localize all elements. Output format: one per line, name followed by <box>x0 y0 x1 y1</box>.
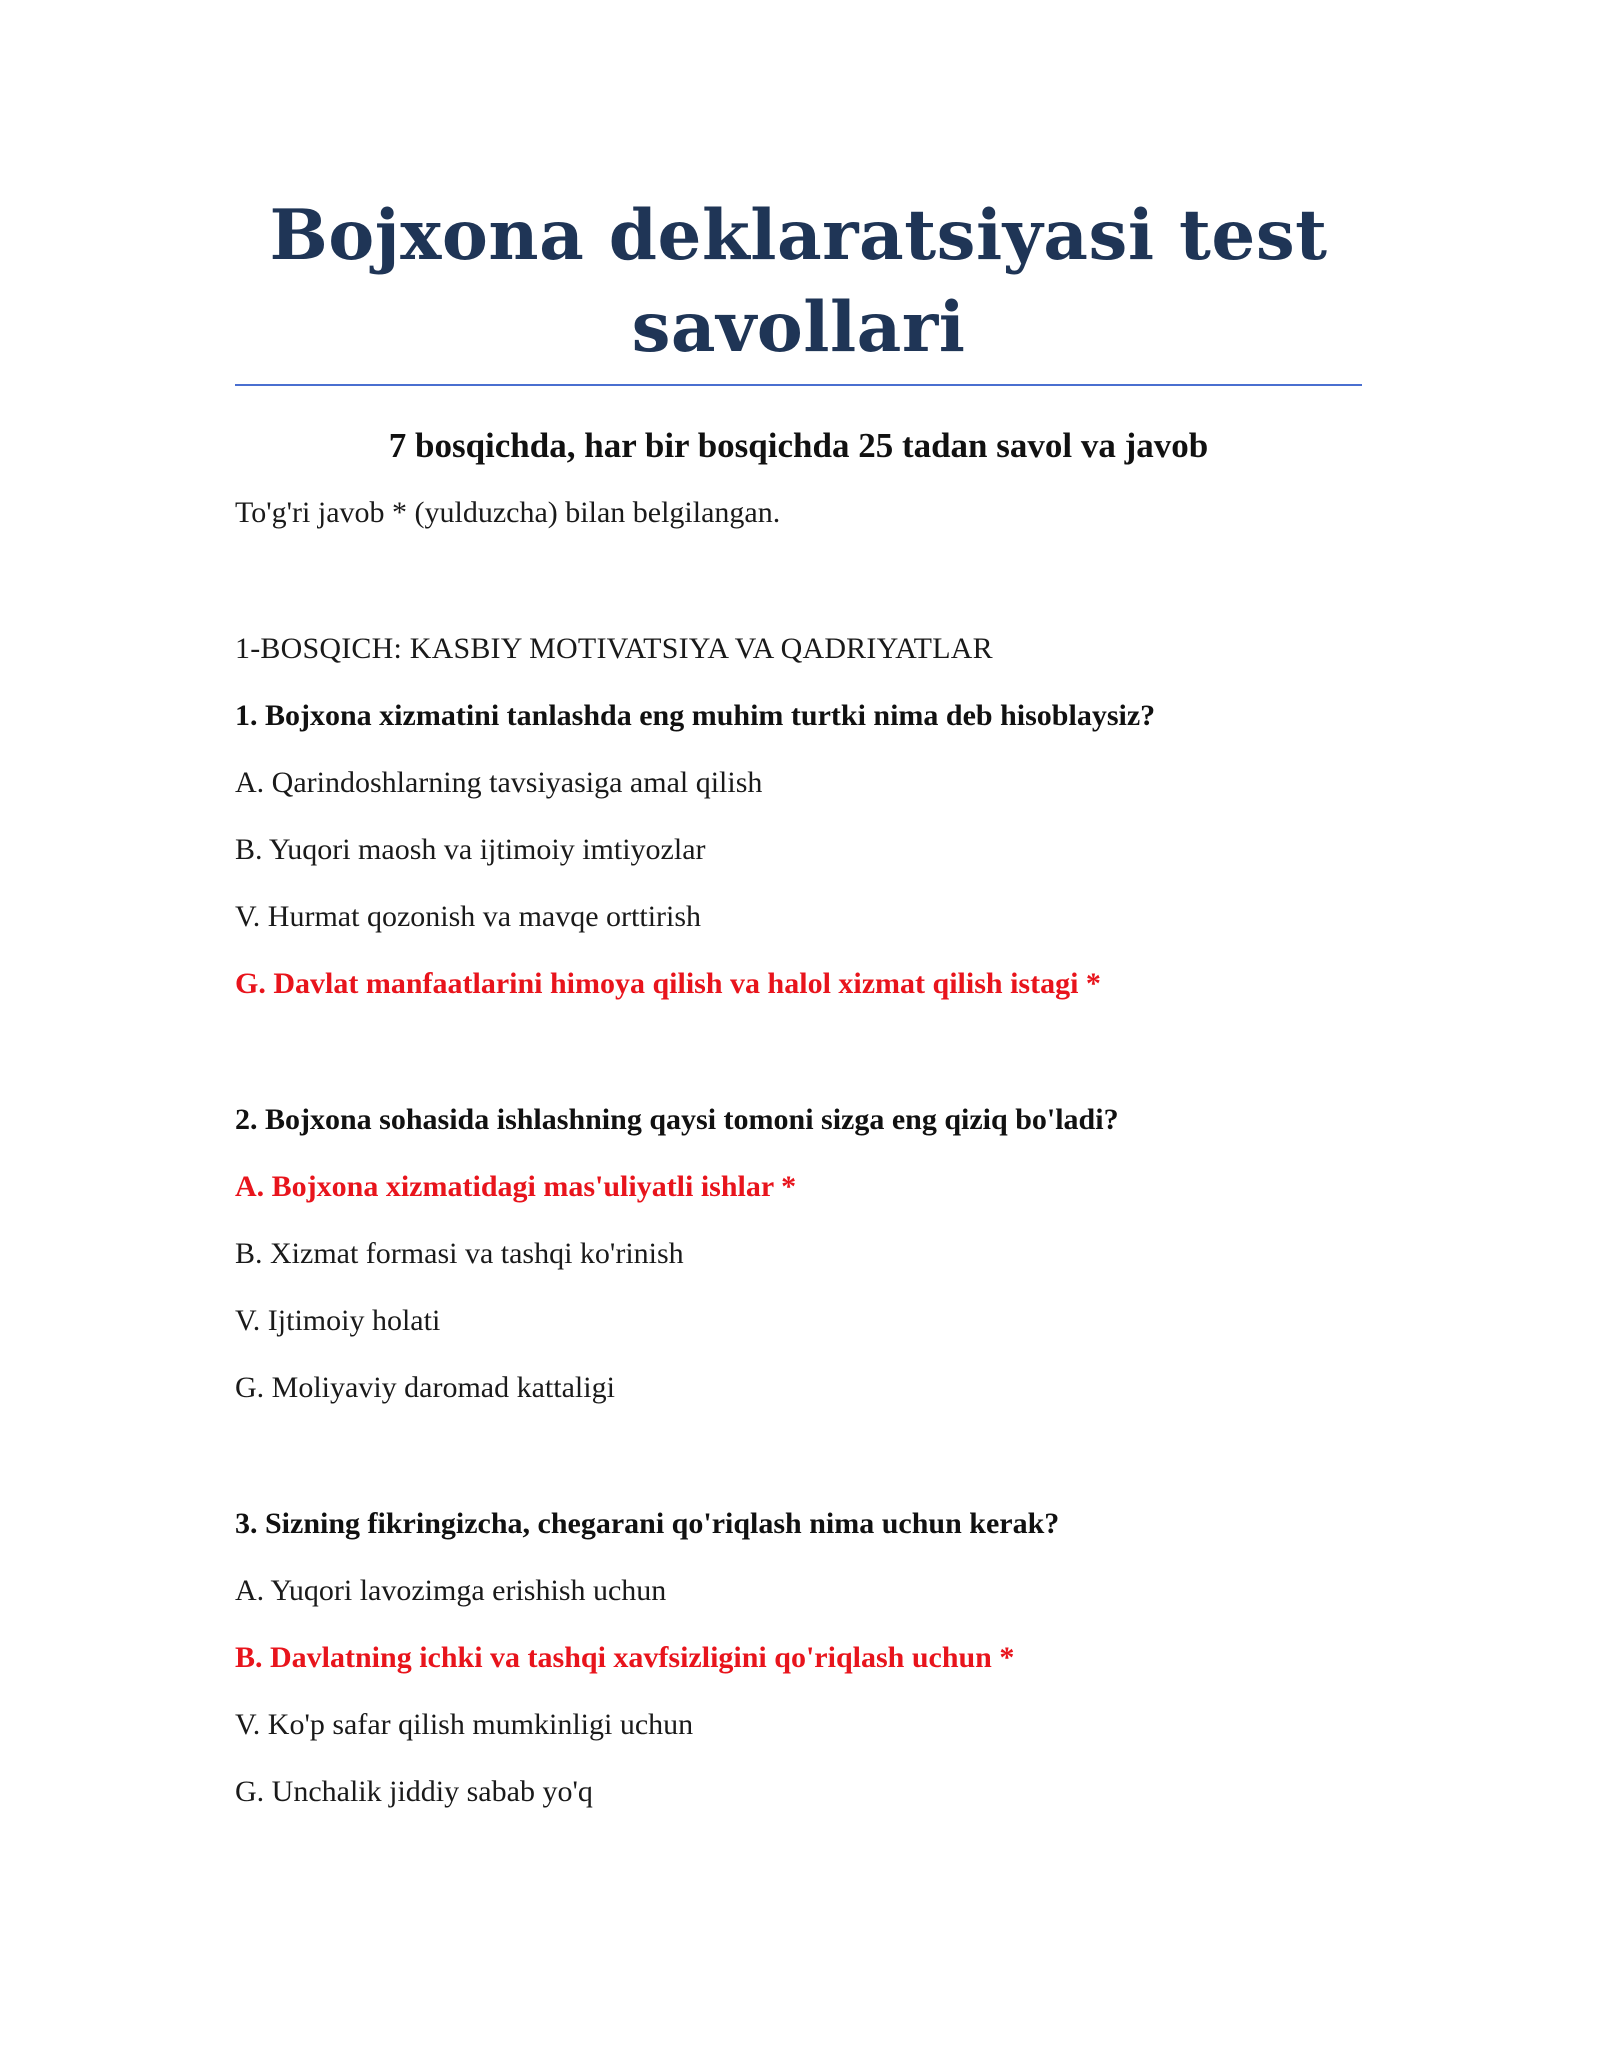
answer-option-a-correct: A. Bojxona xizmatidagi mas'uliyatli ishlar * <box>235 1170 797 1203</box>
question-text: 2. Bojxona sohasida ishlashning qaysi tomoni sizga eng qiziq bo'ladi? <box>235 1103 1119 1136</box>
question-2 <box>235 1102 1362 1406</box>
title-divider <box>235 384 1362 386</box>
document-subtitle: 7 bosqichda, har bir bosqichda 25 tadan savol va javob <box>388 426 1209 465</box>
answer-option-g: G. Unchalik jiddiy sabab yo'q <box>235 1775 593 1808</box>
answer-option-g-correct: G. Davlat manfaatlarini himoya qilish va halol xizmat qilish istagi * <box>235 967 1101 1000</box>
answer-option-b: B. Xizmat formasi va tashqi ko'rinish <box>235 1237 684 1270</box>
question-text: 3. Sizning fikringizcha, chegarani qo'riqlash nima uchun kerak? <box>235 1507 1060 1540</box>
answer-option-a: A. Yuqori lavozimga erishish uchun <box>235 1574 667 1607</box>
question-text: 1. Bojxona xizmatini tanlashda eng muhim turtki nima deb hisoblaysiz? <box>235 699 1156 732</box>
section-heading: 1-BOSQICH: KASBIY MOTIVATSIYA VA QADRIYATLAR <box>235 632 993 665</box>
answer-option-a: A. Qarindoshlarning tavsiyasiga amal qilish <box>235 766 763 799</box>
document-page <box>235 0 1362 1810</box>
answer-option-g: G. Moliyaviy daromad kattaligi <box>235 1371 615 1404</box>
answer-option-v: V. Ko'p safar qilish mumkinligi uchun <box>235 1708 694 1741</box>
answer-option-v: V. Ijtimoiy holati <box>235 1304 441 1337</box>
answer-key-note: To'g'ri javob * (yulduzcha) bilan belgilangan. <box>235 496 781 529</box>
answer-option-v: V. Hurmat qozonish va mavqe orttirish <box>235 900 702 933</box>
answer-option-b-correct: B. Davlatning ichki va tashqi xavfsizligini qo'riqlash uchun * <box>235 1641 1015 1674</box>
question-3 <box>235 1506 1362 1810</box>
question-1 <box>235 698 1362 1002</box>
document-title: Bojxona deklaratsiyasi test savollari <box>269 195 1328 368</box>
answer-option-b: B. Yuqori maosh va ijtimoiy imtiyozlar <box>235 833 706 866</box>
